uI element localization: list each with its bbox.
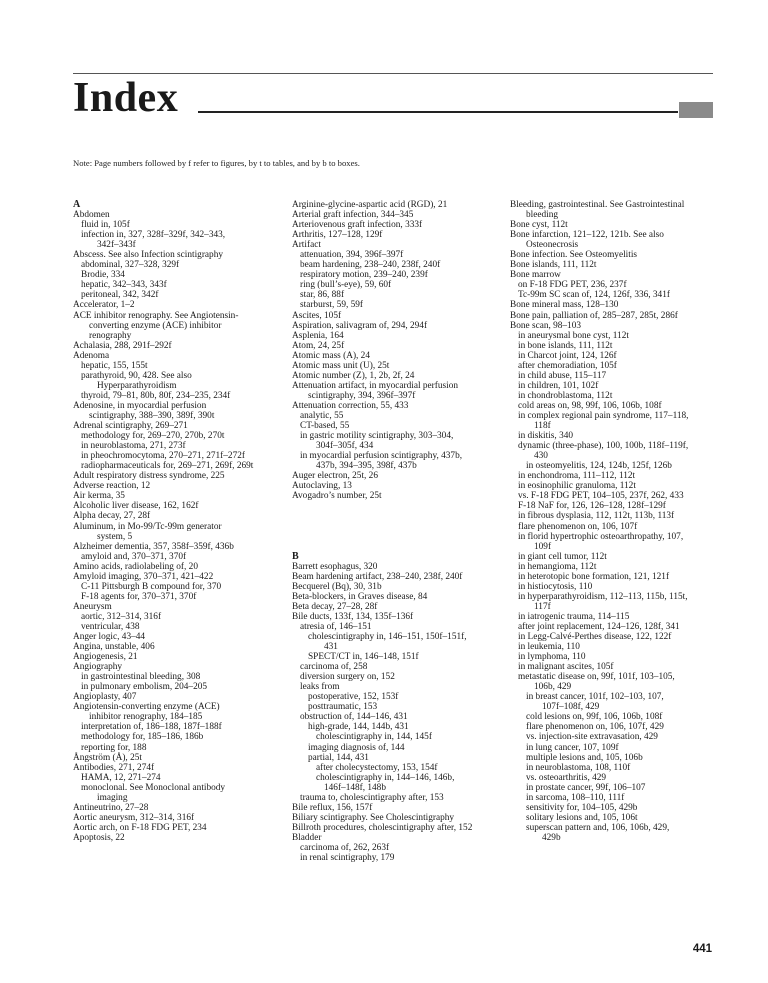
index-entry: Arginine-glycine-aspartic acid (RGD), 21 xyxy=(292,200,448,210)
index-entry: 106b, 429 xyxy=(534,682,572,693)
index-entry: Biliary scintigraphy. See Cholescintigraphy xyxy=(292,812,455,823)
index-entry: hepatic, 155, 155t xyxy=(81,360,148,371)
index-entry: Abscess. See also Infection scintigraphy xyxy=(73,250,224,261)
index-entry: in sarcoma, 108–110, 111f xyxy=(526,792,625,803)
index-entry: vs. injection-site extravasation, 429 xyxy=(526,732,658,743)
index-entry: Adrenal scintigraphy, 269–271 xyxy=(73,421,188,432)
index-entry: in fibrous dysplasia, 112, 112t, 113b, 113f xyxy=(518,511,675,522)
index-entry: obstruction of, 144–146, 431 xyxy=(300,712,408,723)
index-entry: carcinoma of, 258 xyxy=(300,662,368,673)
index-entry: in florid hypertrophic osteoarthropathy, 107, xyxy=(518,531,684,542)
index-entry: Attenuation correction, 55, 433 xyxy=(292,400,409,411)
index-entry: Bone mineral mass, 128–130 xyxy=(510,300,619,311)
index-entry: interpretation of, 186–188, 187f–188f xyxy=(81,722,222,733)
index-entry: Bone islands, 111, 112t xyxy=(510,260,597,271)
index-entry: imaging xyxy=(97,792,128,803)
index-entry: in chondroblastoma, 112t xyxy=(518,390,613,401)
index-entry: Arterial graft infection, 344–345 xyxy=(292,210,414,221)
index-entry: Atomic mass unit (U), 25t xyxy=(292,360,390,371)
index-entry: starburst, 59, 59f xyxy=(300,300,364,311)
index-column-3 xyxy=(510,200,720,843)
page-title: Index xyxy=(73,75,179,121)
index-entry: monoclonal. See Monoclonal antibody xyxy=(81,782,226,793)
index-entry: Alcoholic liver disease, 162, 162f xyxy=(73,501,199,512)
index-entry: in renal scintigraphy, 179 xyxy=(300,853,395,864)
index-entry: Abdomen xyxy=(73,210,110,221)
index-entry: Artifact xyxy=(292,240,321,251)
index-entry: analytic, 55 xyxy=(300,410,344,421)
index-entry: Bone scan, 98–103 xyxy=(510,320,582,331)
index-entry: postoperative, 152, 153f xyxy=(308,692,399,703)
index-entry: methodology for, 185–186, 186b xyxy=(81,732,204,743)
index-entry: imaging diagnosis of, 144 xyxy=(308,742,405,753)
index-entry: partial, 144, 431 xyxy=(308,752,369,763)
index-entry: Antibodies, 271, 274f xyxy=(73,762,155,773)
index-entry: in osteomyelitis, 124, 124b, 125f, 126b xyxy=(526,461,672,472)
index-entry: Aluminum, in Mo-99/Tc-99m generator xyxy=(73,521,222,532)
index-entry: leaks from xyxy=(300,682,340,693)
index-entry: Aneurysm xyxy=(73,601,112,612)
index-entry: Ascites, 105f xyxy=(292,310,342,321)
index-entry: after joint replacement, 124–126, 128f, 341 xyxy=(518,621,680,632)
index-entry: in child abuse, 115–117 xyxy=(518,370,607,381)
index-entry: Atom, 24, 25f xyxy=(292,340,345,351)
index-entry: Angioplasty, 407 xyxy=(73,692,137,703)
index-entry: Accelerator, 1–2 xyxy=(73,300,135,311)
index-entry: peritoneal, 342, 342f xyxy=(81,290,159,301)
index-entry: 107f–108f, 429 xyxy=(542,702,600,713)
index-entry: Adenoma xyxy=(73,350,110,361)
index-entry: 429b xyxy=(542,832,561,843)
index-entry: scintigraphy, 388–390, 389f, 390t xyxy=(89,410,215,421)
title-rule xyxy=(198,111,678,113)
index-entry: Amino acids, radiolabeling of, 20 xyxy=(73,561,198,572)
index-entry: F-18 agents for, 370–371, 370f xyxy=(81,591,197,602)
index-entry: in diskitis, 340 xyxy=(518,431,574,442)
index-entry: Beta-blockers, in Graves disease, 84 xyxy=(292,591,428,602)
index-entry: Bladder xyxy=(292,832,322,843)
index-entry: SPECT/CT in, 146–148, 151f xyxy=(308,652,419,663)
index-entry: 118f xyxy=(534,421,551,432)
index-entry: Atomic number (Z), 1, 2b, 2f, 24 xyxy=(292,370,415,381)
index-entry: after cholecystectomy, 153, 154f xyxy=(316,762,438,773)
index-entry: vs. F-18 FDG PET, 104–105, 237f, 262, 433 xyxy=(518,491,684,502)
index-entry: solitary lesions and, 105, 106t xyxy=(526,812,638,823)
index-entry: CT-based, 55 xyxy=(300,421,350,432)
index-entry: 109f xyxy=(534,541,552,552)
index-entry: Osteonecrosis xyxy=(526,240,579,251)
index-entry: HAMA, 12, 271–274 xyxy=(81,772,161,783)
index-entry: abdominal, 327–328, 329f xyxy=(81,260,180,271)
index-entry: amyloid and, 370–371, 370f xyxy=(81,551,187,562)
index-entry: Angiography xyxy=(73,662,123,673)
letter-heading: B xyxy=(292,550,299,562)
index-entry: Atomic mass (A), 24 xyxy=(292,350,370,361)
index-entry: methodology for, 269–270, 270b, 270t xyxy=(81,431,225,442)
index-entry: Adult respiratory distress syndrome, 225 xyxy=(73,471,225,482)
index-entry: 342f–343f xyxy=(97,240,136,251)
index-entry: C-11 Pittsburgh B compound for, 370 xyxy=(81,581,222,592)
index-entry: Hyperparathyroidism xyxy=(97,380,177,391)
index-entry: Becquerel (Bq), 30, 31b xyxy=(292,581,382,592)
index-entry: Brodie, 334 xyxy=(81,270,125,281)
index-entry: cholescintigraphy in, 146–151, 150f–151f, xyxy=(308,632,467,643)
index-entry: ACE inhibitor renography. See Angiotensin- xyxy=(73,310,239,321)
index-entry: Ångström (Å), 25t xyxy=(73,752,142,763)
index-entry: cholescintigraphy in, 144–146, 146b, xyxy=(316,772,455,783)
index-entry: Billroth procedures, cholescintigraphy after, 152 xyxy=(292,822,473,833)
index-entry: flare phenomenon on, 106, 107f xyxy=(518,521,638,532)
index-entry: aortic, 312–314, 316f xyxy=(81,611,162,622)
index-entry: 437b, 394–395, 398f, 437b xyxy=(316,461,417,472)
index-entry: Achalasia, 288, 291f–292f xyxy=(73,340,172,351)
index-entry: converting enzyme (ACE) inhibitor xyxy=(89,320,222,331)
index-entry: after chemoradiation, 105f xyxy=(518,360,617,371)
index-column-2 xyxy=(292,200,502,863)
index-entry: in gastrointestinal bleeding, 308 xyxy=(81,672,201,683)
index-entry: diversion surgery on, 152 xyxy=(300,672,395,683)
index-entry: Barrett esophagus, 320 xyxy=(292,561,378,572)
letter-heading: A xyxy=(73,199,81,210)
index-entry: thyroid, 79–81, 80b, 80f, 234–235, 234f xyxy=(81,390,231,401)
index-entry: in enchondroma, 111–112, 112t xyxy=(518,471,636,482)
index-entry: Aortic aneurysm, 312–314, 316f xyxy=(73,812,195,823)
index-column-1 xyxy=(73,200,283,843)
index-entry: Apoptosis, 22 xyxy=(73,832,125,843)
index-entry: flare phenomenon on, 106, 107f, 429 xyxy=(526,722,664,733)
top-rule xyxy=(73,73,713,74)
index-entry: in hyperparathyroidism, 112–113, 115b, 115t, xyxy=(518,591,688,602)
index-entry: Adenosine, in myocardial perfusion xyxy=(73,400,207,411)
index-entry: 430 xyxy=(534,451,548,462)
index-entry: Arteriovenous graft infection, 333f xyxy=(292,220,423,231)
index-entry: Bone infarction, 121–122, 121b. See also xyxy=(510,230,664,241)
index-entry: Air kerma, 35 xyxy=(73,491,125,502)
index-entry: fluid in, 105f xyxy=(81,220,130,231)
index-entry: superscan pattern and, 106, 106b, 429, xyxy=(526,822,670,833)
spacer xyxy=(292,511,502,521)
index-entry: atresia of, 146–151 xyxy=(300,621,372,632)
index-entry: in giant cell tumor, 112t xyxy=(518,551,607,562)
index-entry: in breast cancer, 101f, 102–103, 107, xyxy=(526,692,664,703)
index-entry: Bone marrow xyxy=(510,270,561,281)
index-entry: system, 5 xyxy=(97,531,133,542)
index-entry: 146f–148f, 148b xyxy=(324,782,386,793)
index-entry: sensitivity for, 104–105, 429b xyxy=(526,802,638,813)
index-entry: respiratory motion, 239–240, 239f xyxy=(300,270,428,281)
index-entry: Autoclaving, 13 xyxy=(292,481,352,492)
index-entry: Angiogenesis, 21 xyxy=(73,652,138,663)
index-entry: Antineutrino, 27–28 xyxy=(73,802,149,813)
index-entry: on F-18 FDG PET, 236, 237f xyxy=(518,280,627,291)
index-entry: Angiotensin-converting enzyme (ACE) xyxy=(73,702,220,713)
index-entry: Bone cyst, 112t xyxy=(510,220,568,231)
index-entry: in eosinophilic granuloma, 112t xyxy=(518,481,636,492)
index-entry: in prostate cancer, 99f, 106–107 xyxy=(526,782,646,793)
index-entry: ventricular, 438 xyxy=(81,621,140,632)
index-entry: Auger electron, 25t, 26 xyxy=(292,471,378,482)
index-entry: high-grade, 144, 144b, 431 xyxy=(308,722,409,733)
index-entry: radiopharmaceuticals for, 269–271, 269f, 269t xyxy=(81,461,254,472)
index-entry: in histiocytosis, 110 xyxy=(518,581,593,592)
index-entry: in children, 101, 102f xyxy=(518,380,599,391)
index-entry: parathyroid, 90, 428. See also xyxy=(81,370,192,381)
spacer xyxy=(292,501,502,511)
index-entry: in hemangioma, 112t xyxy=(518,561,597,572)
index-entry: F-18 NaF for, 126, 126–128, 128f–129f xyxy=(518,501,666,512)
index-entry: cold lesions on, 99f, 106, 106b, 108f xyxy=(526,712,663,723)
index-entry: in neuroblastoma, 108, 110f xyxy=(526,762,631,773)
index-entry: 304f–305f, 434 xyxy=(316,441,374,452)
index-entry: Alpha decay, 27, 28f xyxy=(73,511,151,522)
index-entry: in pheochromocytoma, 270–271, 271f–272f xyxy=(81,451,245,462)
index-entry: Bleeding, gastrointestinal. See Gastrointestinal xyxy=(510,200,685,210)
index-entry: in pulmonary embolism, 204–205 xyxy=(81,682,208,693)
index-entry: Arthritis, 127–128, 129f xyxy=(292,230,383,241)
index-entry: metastatic disease on, 99f, 101f, 103–105, xyxy=(518,672,675,683)
index-entry: in complex regional pain syndrome, 117–118, xyxy=(518,410,689,421)
index-entry: in lymphoma, 110 xyxy=(518,652,586,663)
index-entry: dynamic (three-phase), 100, 100b, 118f–119f, xyxy=(518,441,689,452)
index-entry: inhibitor renography, 184–185 xyxy=(89,712,203,723)
index-entry: cold areas on, 98, 99f, 106, 106b, 108f xyxy=(518,400,662,411)
index-entry: Bone infection. See Osteomyelitis xyxy=(510,250,638,261)
index-entry: scintigraphy, 394, 396f–397f xyxy=(308,390,416,401)
index-entry: in aneurysmal bone cyst, 112t xyxy=(518,330,629,341)
index-entry: vs. osteoarthritis, 429 xyxy=(526,772,607,783)
index-entry: in Charcot joint, 124, 126f xyxy=(518,350,617,361)
index-entry: Bile ducts, 133f, 134, 135f–136f xyxy=(292,611,414,622)
index-entry: cholescintigraphy in, 144, 145f xyxy=(316,732,432,743)
index-entry: infection in, 327, 328f–329f, 342–343, xyxy=(81,230,226,241)
index-entry: Beam hardening artifact, 238–240, 238f, 240f xyxy=(292,571,463,582)
index-entry: Bile reflux, 156, 157f xyxy=(292,802,373,813)
index-entry: in lung cancer, 107, 109f xyxy=(526,742,619,753)
index-entry: bleeding xyxy=(526,210,559,221)
index-entry: 117f xyxy=(534,601,551,612)
index-entry: Aspiration, salivagram of, 294, 294f xyxy=(292,320,428,331)
index-entry: in iatrogenic trauma, 114–115 xyxy=(518,611,630,622)
index-entry: in leukemia, 110 xyxy=(518,642,580,653)
index-entry: Beta decay, 27–28, 28f xyxy=(292,601,378,612)
spacer xyxy=(292,522,502,532)
index-note: Note: Page numbers followed by f refer to figures, by t to tables, and by b to boxes. xyxy=(73,158,360,168)
index-entry: reporting for, 188 xyxy=(81,742,147,753)
index-entry: in malignant ascites, 105f xyxy=(518,662,614,673)
index-entry: ring (bull’s-eye), 59, 60f xyxy=(300,280,392,291)
index-entry: Angina, unstable, 406 xyxy=(73,642,155,653)
index-entry: in bone islands, 111, 112t xyxy=(518,340,613,351)
index-entry: Amyloid imaging, 370–371, 421–422 xyxy=(73,571,214,582)
index-entry: Bone pain, palliation of, 285–287, 285t, 286f xyxy=(510,310,678,321)
index-entry: posttraumatic, 153 xyxy=(308,702,378,713)
index-entry: Asplenia, 164 xyxy=(292,330,344,341)
index-entry: 431 xyxy=(324,642,338,653)
index-entry: in neuroblastoma, 271, 273f xyxy=(81,441,186,452)
index-entry: hepatic, 342–343, 343f xyxy=(81,280,167,291)
header-bar xyxy=(679,102,713,118)
page-number: 441 xyxy=(692,943,712,955)
spacer xyxy=(292,542,502,552)
index-entry: in gastric motility scintigraphy, 303–304, xyxy=(300,431,454,442)
index-entry: Avogadro’s number, 25t xyxy=(292,491,382,502)
spacer xyxy=(292,532,502,542)
index-entry: Anger logic, 43–44 xyxy=(73,632,146,643)
index-entry: Aortic arch, on F-18 FDG PET, 234 xyxy=(73,822,207,833)
index-entry: trauma to, cholescintigraphy after, 153 xyxy=(300,792,444,803)
index-entry: star, 86, 88f xyxy=(300,290,345,301)
index-entry: beam hardening, 238–240, 238f, 240f xyxy=(300,260,441,271)
index-entry: in myocardial perfusion scintigraphy, 437b, xyxy=(300,451,463,462)
index-entry: carcinoma of, 262, 263f xyxy=(300,843,390,853)
index-entry: attenuation, 394, 396f–397f xyxy=(300,250,404,261)
index-header xyxy=(73,75,713,121)
index-entry: Attenuation artifact, in myocardial perfusion xyxy=(292,380,458,391)
index-entry: Adverse reaction, 12 xyxy=(73,481,151,492)
index-entry: Tc-99m SC scan of, 124, 126f, 336, 341f xyxy=(518,290,670,301)
index-entry: Alzheimer dementia, 357, 358f–359f, 436b xyxy=(73,541,234,552)
index-entry: in heterotopic bone formation, 121, 121f xyxy=(518,571,670,582)
index-entry: multiple lesions and, 105, 106b xyxy=(526,752,643,763)
index-entry: in Legg-Calvé-Perthes disease, 122, 122f xyxy=(518,632,672,643)
index-entry: renography xyxy=(89,330,132,341)
